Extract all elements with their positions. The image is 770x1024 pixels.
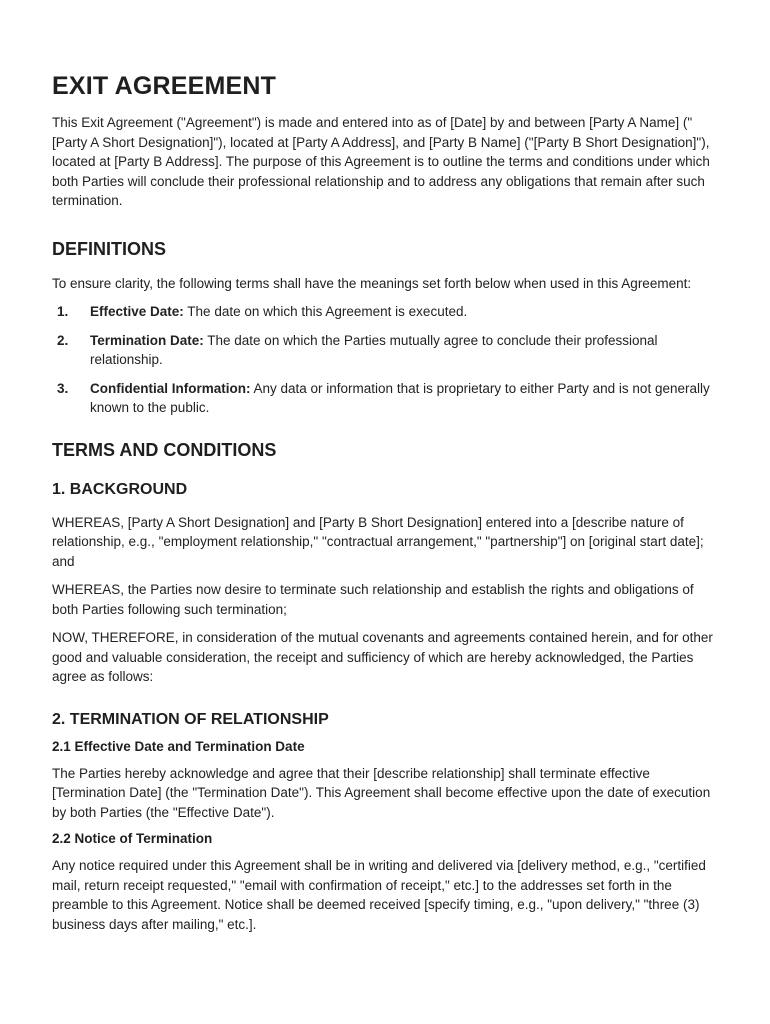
background-heading: 1. BACKGROUND xyxy=(52,480,188,498)
definitions-list xyxy=(52,302,714,418)
definition-text: The date on which the Parties mutually agree to conclude their professional relationship. xyxy=(90,332,658,367)
definition-body xyxy=(90,302,467,322)
notice-subheading: 2.2 Notice of Termination xyxy=(52,831,213,846)
definition-body xyxy=(90,379,714,418)
terms-heading: TERMS AND CONDITIONS xyxy=(52,439,277,460)
background-paragraph: WHEREAS, the Parties now desire to terminate such relationship and establish the rights and obligations of both Parties following such termination; xyxy=(52,582,694,617)
notice-paragraph: Any notice required under this Agreement shall be in writing and delivered via [delivery method, e.g., "certified mail, return receipt requested," "email with confirmation of receipt," etc.] to the addresses set forth in the preamble to this Agreement. Notice shall be deemed received [specify timing, e.g., "upon delivery," "three (3) business days after mailing," etc.]. xyxy=(52,858,706,932)
termination-heading: 2. TERMINATION OF RELATIONSHIP xyxy=(52,710,329,728)
background-paragraph: NOW, THEREFORE, in consideration of the mutual covenants and agreements contained herein, and for other good and valuable consideration, the receipt and sufficiency of which are hereby acknowledged, the Parties agree as follows: xyxy=(52,630,713,684)
effective-date-subheading: 2.1 Effective Date and Termination Date xyxy=(52,738,305,754)
background-paragraph: WHEREAS, [Party A Short Designation] and [Party B Short Designation] entered into a [describe nature of relationship, e.g., "employment relationship," "contractual arrangement," "partnership"] on [original start date]; and xyxy=(52,514,704,569)
definition-text: The date on which this Agreement is executed. xyxy=(183,304,468,319)
definition-term: Effective Date: xyxy=(90,304,184,319)
definition-item xyxy=(52,379,714,418)
definition-term: Confidential Information: xyxy=(90,380,251,396)
definition-number: 1. xyxy=(57,304,69,319)
definition-item xyxy=(52,302,714,322)
definition-text: Any data or information that is proprietary to either Party and is not generally known to the public. xyxy=(90,380,710,415)
definitions-intro: To ensure clarity, the following terms shall have the meanings set forth below when used in this Agreement: xyxy=(52,275,692,291)
definitions-heading: DEFINITIONS xyxy=(52,238,167,259)
intro-paragraph: This Exit Agreement ("Agreement") is made and entered into as of [Date] by and between [Party A Name] ("[Party A Short Designation]"), located at [Party A Address], and [Party B Name] ("[Party B Short Designation]"), located at [Party B Address]. The purpose of this Agreement is to outline the terms and conditions under which both Parties will conclude their professional relationship and to address any obligations that remain after such termination. xyxy=(52,115,710,208)
definition-number: 2. xyxy=(57,332,69,348)
definition-item xyxy=(52,331,714,370)
definition-number: 3. xyxy=(57,380,69,396)
effective-date-paragraph: The Parties hereby acknowledge and agree that their [describe relationship] shall terminate effective [Termination Date] (the "Termination Date"). This Agreement shall become effective upon the date of execution by both Parties (the "Effective Date"). xyxy=(52,765,711,820)
definition-body xyxy=(90,331,714,370)
document-title: EXIT AGREEMENT xyxy=(52,72,277,100)
definition-term: Termination Date: xyxy=(90,332,204,348)
